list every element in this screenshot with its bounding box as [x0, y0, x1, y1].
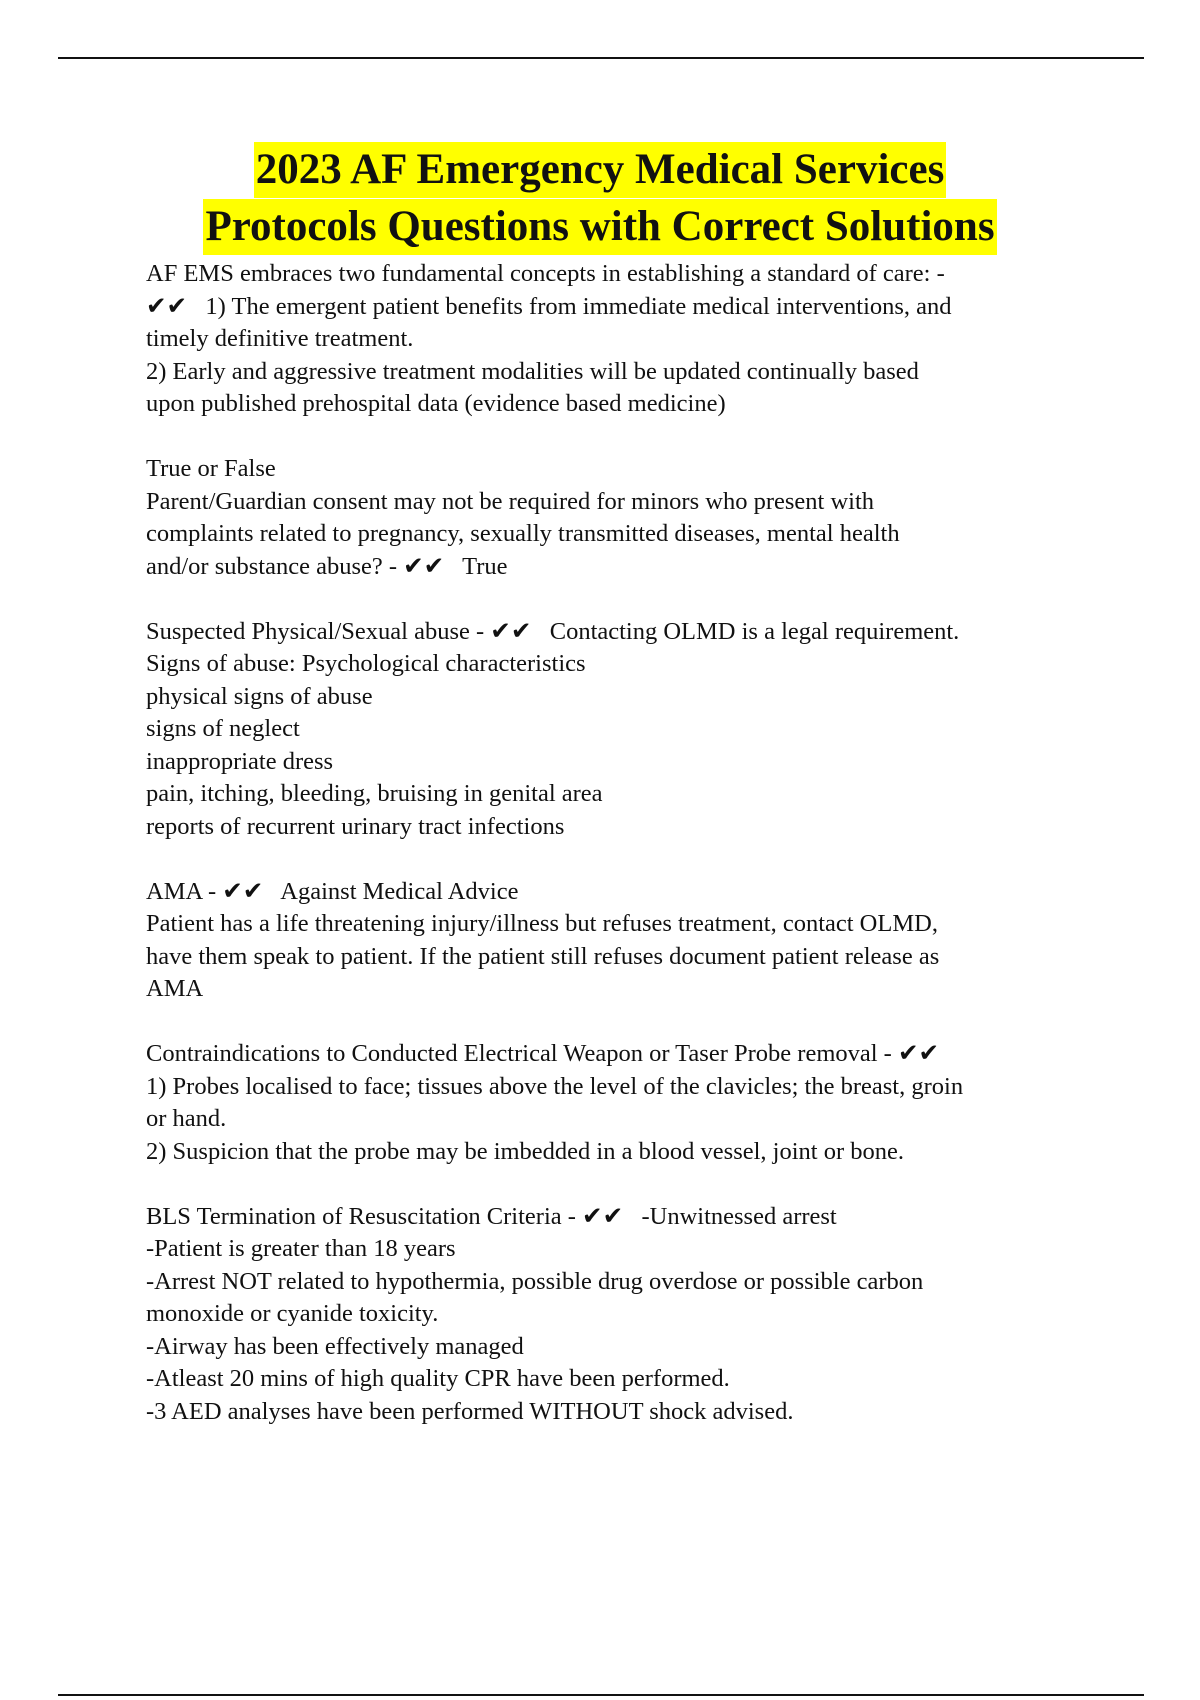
text-line: -Airway has been effectively managed — [146, 1332, 524, 1360]
text-line: 2) Suspicion that the probe may be imbedded in a blood vessel, joint or bone. — [146, 1137, 904, 1165]
document-body — [146, 258, 1096, 1461]
text-line: True or False — [146, 455, 276, 482]
text-line: upon published prehospital data (evidence based medicine) — [146, 390, 726, 417]
text-line: AMA — [146, 975, 204, 1002]
text-line: 1) Probes localised to face; tissues above the level of the clavicles; the breast, groin — [146, 1072, 964, 1100]
text-line: reports of recurrent urinary tract infections — [146, 812, 565, 840]
text-line: inappropriate dress — [146, 747, 334, 775]
text-line: -Patient is greater than 18 years — [146, 1235, 456, 1262]
qa-item-bls-termination — [146, 1201, 1096, 1429]
text-line: timely definitive treatment. — [146, 325, 414, 352]
bottom-rule — [58, 1694, 1144, 1696]
text-line: have them speak to patient. If the patient still refuses document patient release as — [146, 942, 940, 970]
text-line: monoxide or cyanide toxicity. — [146, 1300, 439, 1327]
text-line: AMA - ✔✔ Against Medical Advice — [146, 877, 519, 905]
text-line: Contraindications to Conducted Electrical Weapon or Taser Probe removal - ✔✔ — [146, 1040, 940, 1067]
text-line: -Atleast 20 mins of high quality CPR have been performed. — [146, 1365, 730, 1392]
text-line: BLS Termination of Resuscitation Criteria - ✔✔ -Unwitnessed arrest — [146, 1202, 837, 1230]
text-line: Parent/Guardian consent may not be required for minors who present with — [146, 487, 875, 515]
text-line: Signs of abuse: Psychological characteristics — [146, 650, 586, 677]
text-line: 2) Early and aggressive treatment modalities will be updated continually based — [146, 357, 919, 385]
document-title — [0, 142, 1200, 256]
text-line: pain, itching, bleeding, bruising in genital area — [146, 780, 603, 807]
text-line: -3 AED analyses have been performed WITHOUT shock advised. — [146, 1397, 794, 1425]
text-line: signs of neglect — [146, 715, 300, 742]
title-line-1: 2023 AF Emergency Medical Services — [254, 142, 947, 198]
text-line: physical signs of abuse — [146, 682, 373, 710]
text-line: ✔✔ 1) The emergent patient benefits from immediate medical interventions, and — [146, 292, 952, 320]
text-line: Suspected Physical/Sexual abuse - ✔✔ Contacting OLMD is a legal requirement. — [146, 617, 960, 645]
text-line: or hand. — [146, 1105, 227, 1132]
text-line: AF EMS embraces two fundamental concepts in establishing a standard of care: - — [146, 260, 945, 287]
text-line: Patient has a life threatening injury/illness but refuses treatment, contact OLMD, — [146, 910, 938, 937]
qa-item-ama — [146, 876, 1096, 1006]
qa-item-suspected-abuse — [146, 616, 1096, 844]
qa-item-minor-consent — [146, 453, 1096, 583]
qa-item-standard-of-care — [146, 258, 1096, 421]
text-line: and/or substance abuse? - ✔✔ True — [146, 552, 508, 580]
title-line-2: Protocols Questions with Correct Solutions — [203, 199, 996, 255]
text-line: complaints related to pregnancy, sexually transmitted diseases, mental health — [146, 520, 900, 547]
text-line: -Arrest NOT related to hypothermia, possible drug overdose or possible carbon — [146, 1267, 924, 1295]
qa-item-taser-contraindications — [146, 1038, 1096, 1168]
top-rule — [58, 57, 1144, 59]
